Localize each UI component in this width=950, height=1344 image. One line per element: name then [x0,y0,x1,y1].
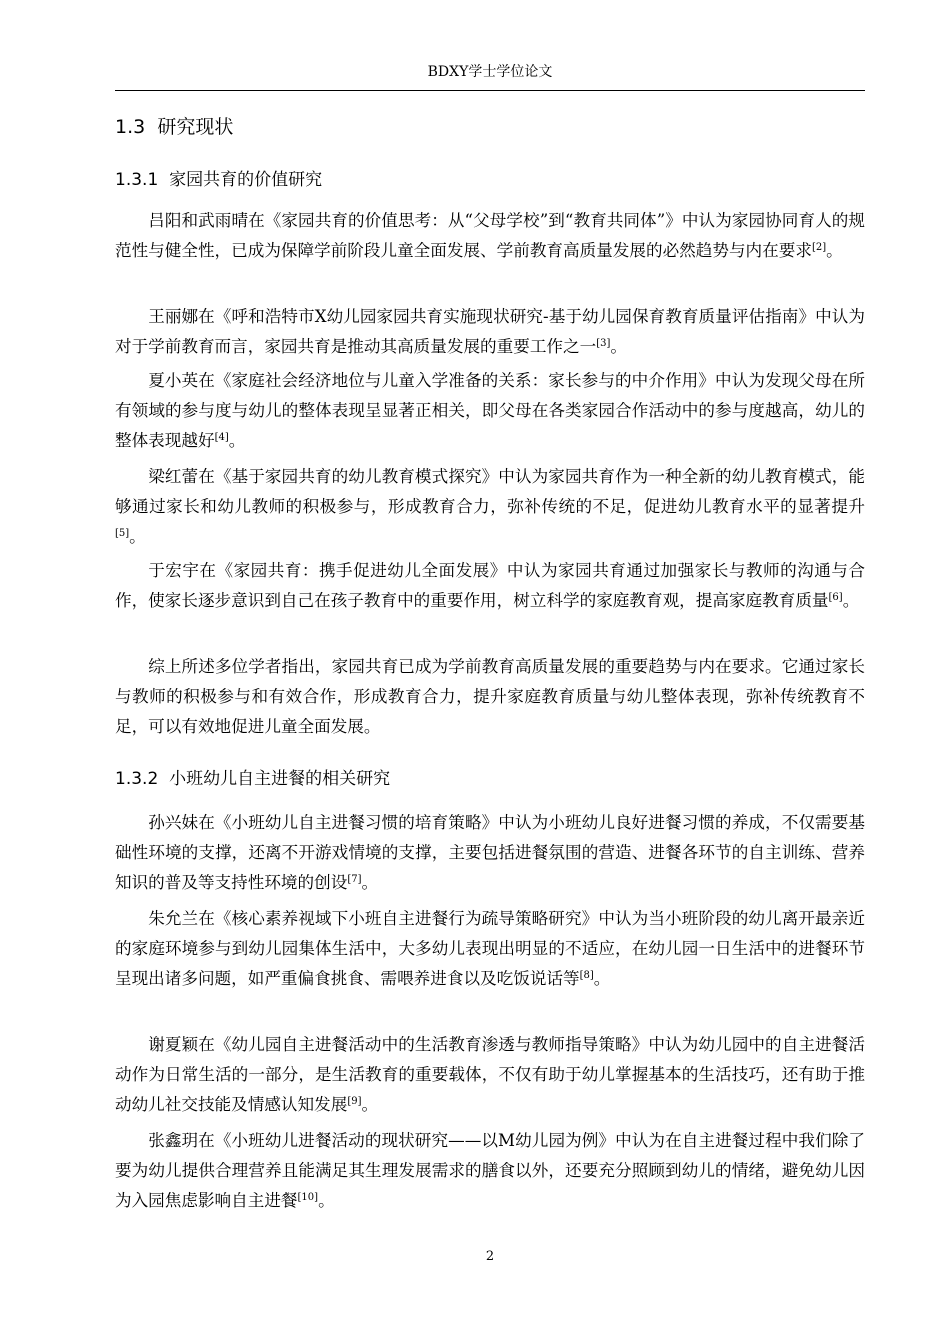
paragraph [115,366,865,456]
section-heading [115,114,233,140]
citation-ref: [2] [811,242,827,253]
citation-ref: [5] [115,528,130,539]
subsection-title: 家园共育的价值研究 [169,170,323,190]
paragraph-tail: 。 [361,1095,379,1114]
subsection-heading-2 [115,767,390,791]
paragraph-text: 张鑫玥在《小班幼儿进餐活动的现状研究——以M幼儿园为例》中认为在自主进餐过程中我们除了要为幼儿提供合理营养且能满足其生理发展需求的膳食以外，还要充分照顾到幼儿的情绪，避免幼儿因为入园焦虑影响自主进餐 [115,1131,865,1210]
section-title: 研究现状 [157,116,234,138]
citation-ref: [7] [347,874,362,885]
citation-ref: [10] [297,1192,319,1203]
paragraph [115,1126,865,1216]
citation-ref: [9] [347,1096,362,1107]
subsection-title: 小班幼儿自主进餐的相关研究 [169,769,391,789]
paragraph [115,1030,865,1120]
paragraph-tail: 。 [842,591,860,610]
running-header: BDXY学士学位论文 [427,64,553,80]
paragraph-tail: 。 [318,1191,335,1210]
paragraph-text: 朱允兰在《核心素养视域下小班自主进餐行为疏导策略研究》中认为当小班阶段的幼儿离开最亲近的家庭环境参与到幼儿园集体生活中，大多幼儿表现出明显的不适应，在幼儿园一日生活中的进餐环节呈现出诸多问题，如严重偏食挑食、需喂养进食以及吃饭说话等 [115,909,865,988]
paragraph [115,302,865,362]
paragraph-text: 梁红蕾在《基于家园共育的幼儿教育模式探究》中认为家园共育作为一种全新的幼儿教育模式，能够通过家长和幼儿教师的积极参与，形成教育合力，弥补传统的不足，促进幼儿教育水平的显著提升 [115,467,865,516]
paragraph [115,206,865,266]
header-rule [115,90,865,91]
paragraph-tail: 。 [610,337,627,356]
paragraph [115,904,865,994]
citation-ref: [3] [596,338,611,349]
paragraph-text: 王丽娜在《呼和浩特市X幼儿园家园共育实施现状研究-基于幼儿园保育教育质量评估指南》中认为对于学前教育而言，家园共育是推动其高质量发展的重要工作之一 [115,307,865,356]
paragraph-tail: 。 [361,873,379,892]
citation-ref: [6] [828,592,843,603]
paragraph [115,652,865,742]
subsection-number: 1.3.1 [115,170,159,190]
paragraph-tail: 。 [129,527,146,546]
citation-ref: [8] [579,970,594,981]
section-number: 1.3 [115,116,146,138]
paragraph-text: 综上所述多位学者指出，家园共育已成为学前教育高质量发展的重要趋势与内在要求。它通过家长与教师的积极参与和有效合作，形成教育合力，提升家庭教育质量与幼儿整体表现，弥补传统教育不足，可以有效地促进儿童全面发展。 [115,657,865,736]
citation-ref: [4] [214,432,229,443]
paragraph-text: 夏小英在《家庭社会经济地位与儿童入学准备的关系：家长参与的中介作用》中认为发现父母在所有领域的参与度与幼儿的整体表现呈显著正相关，即父母在各类家园合作活动中的参与度越高，幼儿的整体表现越好 [115,371,865,450]
paragraph-text: 孙兴妹在《小班幼儿自主进餐习惯的培育策略》中认为小班幼儿良好进餐习惯的养成，不仅需要基础性环境的支撑，还离不开游戏情境的支撑，主要包括进餐氛围的营造、进餐各环节的自主训练、营养知识的普及等支持性环境的创设 [115,813,865,892]
page-number: 2 [485,1249,495,1264]
paragraph-text: 于宏宇在《家园共育：携手促进幼儿全面发展》中认为家园共育通过加强家长与教师的沟通与合作，使家长逐步意识到自己在孩子教育中的重要作用，树立科学的家庭教育观，提高家庭教育质量 [115,561,865,610]
subsection-heading-1 [115,168,322,192]
paragraph-tail: 。 [826,241,843,260]
paragraph-text: 吕阳和武雨晴在《家园共育的价值思考：从“父母学校”到“教育共同体”》中认为家园协同育人的规范性与健全性，已成为保障学前阶段儿童全面发展、学前教育高质量发展的必然趋势与内在要求 [115,211,865,260]
paragraph-text: 谢夏颖在《幼儿园自主进餐活动中的生活教育渗透与教师指导策略》中认为幼儿园中的自主进餐活动作为日常生活的一部分，是生活教育的重要载体，不仅有助于幼儿掌握基本的生活技巧，还有助于推动幼儿社交技能及情感认知发展 [115,1035,865,1114]
paragraph [115,808,865,898]
subsection-number: 1.3.2 [115,769,159,789]
paragraph [115,556,865,616]
paragraph [115,462,865,552]
paragraph-tail: 。 [593,969,611,988]
paragraph-tail: 。 [228,431,246,450]
